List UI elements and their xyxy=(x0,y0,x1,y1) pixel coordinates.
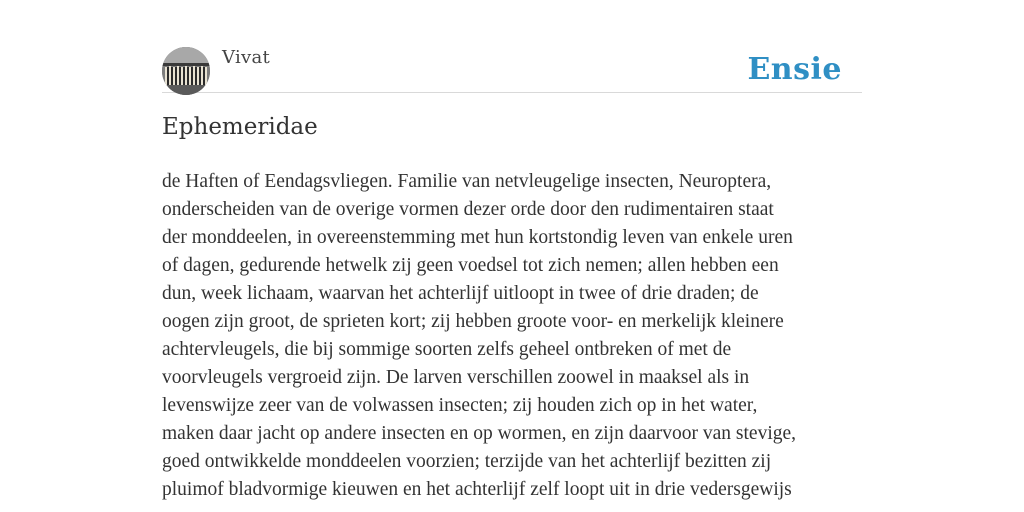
body-line: achtervleugels, die bij sommige soorten zelfs geheel ontbreken of met de xyxy=(162,339,732,360)
body-line: der monddeelen, in overeenstemming met hun kortstondig leven van enkele uren xyxy=(162,227,793,248)
author-avatar[interactable] xyxy=(162,47,210,95)
article-body xyxy=(162,168,874,504)
body-line: goed ontwikkelde monddeelen voorzien; terzijde van het achterlijf bezitten zij xyxy=(162,451,772,472)
page-title: Ephemeridae xyxy=(162,114,318,140)
body-line: de Haften of Eendagsvliegen. Familie van netvleugelige insecten, Neuroptera, xyxy=(162,171,772,192)
body-line: oogen zijn groot, de sprieten kort; zij hebben groote voor- en merkelijk kleinere xyxy=(162,311,784,332)
body-line: onderscheiden van de overige vormen dezer orde door den rudimentairen staat xyxy=(162,199,774,220)
body-line: pluimof bladvormige kieuwen en het achterlijf zelf loopt uit in drie vedersgewijs xyxy=(162,479,792,500)
body-line: maken daar jacht op andere insecten en op wormen, en zijn daarvoor van stevige, xyxy=(162,423,797,444)
bookshelf-avatar-icon xyxy=(162,47,210,95)
page-header xyxy=(162,46,862,93)
body-line: dun, week lichaam, waarvan het achterlijf uitloopt in twee of drie draden; de xyxy=(162,283,759,304)
body-line: of dagen, gedurende hetwelk zij geen voedsel tot zich nemen; allen hebben een xyxy=(162,255,779,276)
author-name[interactable]: Vivat xyxy=(222,47,271,68)
brand-logo[interactable]: Ensie xyxy=(747,52,842,87)
body-line: voorvleugels vergroeid zijn. De larven verschillen zoowel in maaksel als in xyxy=(162,367,750,388)
body-line: levenswijze zeer van de volwassen insecten; zij houden zich op in het water, xyxy=(162,395,758,416)
